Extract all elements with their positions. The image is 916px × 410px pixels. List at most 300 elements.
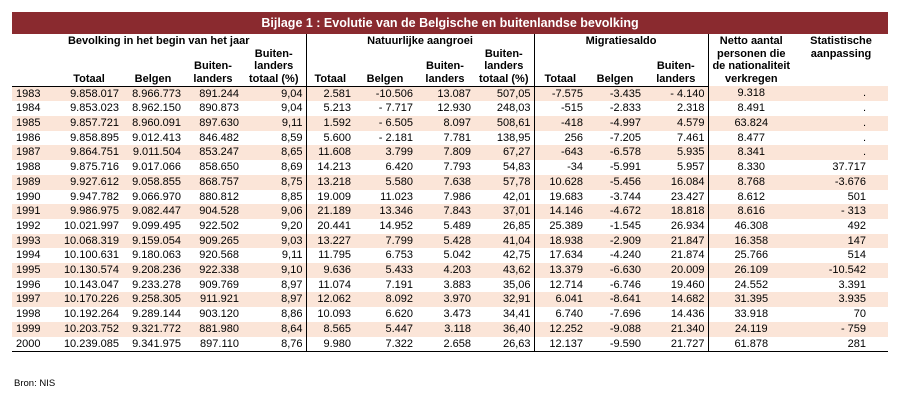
table-cell: 846.482 xyxy=(184,131,242,146)
table-cell: 10.093 xyxy=(306,307,354,322)
table-cell: 3.935 xyxy=(794,292,888,307)
table-cell: 9.947.782 xyxy=(56,190,122,205)
table-cell: -9.590 xyxy=(586,337,644,352)
col-mig-buit-line-1: Buiten- xyxy=(656,60,695,73)
netto-line-4: verkregen xyxy=(724,72,778,85)
table-cell: 9.233.278 xyxy=(122,278,184,293)
table-cell: 13.346 xyxy=(354,204,416,219)
table-cell: -9.088 xyxy=(586,322,644,337)
row-year: 1992 xyxy=(12,219,56,234)
table-cell: 13.379 xyxy=(534,263,586,278)
netto-line-3: de nationaliteit xyxy=(712,60,791,73)
col-na-buitenlanders xyxy=(416,48,474,87)
table-cell: 7.986 xyxy=(416,190,474,205)
row-year: 1988 xyxy=(12,160,56,175)
table-cell: 12.252 xyxy=(534,322,586,337)
table-cell: 20.441 xyxy=(306,219,354,234)
table-cell: 2.658 xyxy=(416,337,474,352)
table-row xyxy=(12,322,888,337)
table-cell: 8.565 xyxy=(306,322,354,337)
table-cell: - 2.181 xyxy=(354,131,416,146)
table-cell: 9.082.447 xyxy=(122,204,184,219)
table-cell: 8,75 xyxy=(242,175,306,190)
table-cell: 10.143.047 xyxy=(56,278,122,293)
table-cell: 6.740 xyxy=(534,307,586,322)
table-cell: 13.218 xyxy=(306,175,354,190)
source-note: Bron: NIS xyxy=(14,378,56,389)
table-cell: 8,69 xyxy=(242,160,306,175)
table-cell: 25.766 xyxy=(708,248,794,263)
col-buitenlanders-line-2: landers xyxy=(193,73,233,85)
table-cell: 4.203 xyxy=(416,263,474,278)
table-cell: 54,83 xyxy=(474,160,534,175)
table-cell: 858.650 xyxy=(184,160,242,175)
table-row xyxy=(12,175,888,190)
table-cell: 9,20 xyxy=(242,219,306,234)
row-year: 1993 xyxy=(12,234,56,249)
table-row xyxy=(12,234,888,249)
table-cell: - 7.717 xyxy=(354,101,416,116)
col-buitenlanders xyxy=(184,48,242,87)
table-cell: -418 xyxy=(534,116,586,131)
table-cell: 10.130.574 xyxy=(56,263,122,278)
table-cell: . xyxy=(794,86,888,101)
table-title: Bijlage 1 : Evolutie van de Belgische en buitenlandse bevolking xyxy=(12,12,888,34)
table-cell: 8,86 xyxy=(242,307,306,322)
table-cell: 8,59 xyxy=(242,131,306,146)
table-cell: 897.110 xyxy=(184,337,242,352)
table-cell: 17.634 xyxy=(534,248,586,263)
table-cell: 7.799 xyxy=(354,234,416,249)
table-row xyxy=(12,263,888,278)
table-cell: 26.109 xyxy=(708,263,794,278)
table-cell: 8.330 xyxy=(708,160,794,175)
table-cell: 9.066.970 xyxy=(122,190,184,205)
table-cell: 501 xyxy=(794,190,888,205)
table-cell: 43,62 xyxy=(474,263,534,278)
table-cell: 8,97 xyxy=(242,292,306,307)
table-cell: 8.341 xyxy=(708,145,794,160)
table-cell: - 4.140 xyxy=(644,86,708,101)
col-na-pct-line-1: Buiten- xyxy=(484,47,523,60)
table-cell: 904.528 xyxy=(184,204,242,219)
col-mig-buitenlanders xyxy=(644,48,708,87)
table-cell: 32,91 xyxy=(474,292,534,307)
table-cell: 909.265 xyxy=(184,234,242,249)
table-cell: 7.461 xyxy=(644,131,708,146)
table-cell: 9.858.017 xyxy=(56,86,122,101)
row-year: 1998 xyxy=(12,307,56,322)
table-cell: 911.921 xyxy=(184,292,242,307)
table-cell: 12.137 xyxy=(534,337,586,352)
table-cell: 26,63 xyxy=(474,337,534,352)
table-cell: 11.023 xyxy=(354,190,416,205)
table-cell: 9.258.305 xyxy=(122,292,184,307)
table-row xyxy=(12,219,888,234)
table-cell: 9.289.144 xyxy=(122,307,184,322)
group-header-statistische xyxy=(794,34,888,86)
table-cell: 891.244 xyxy=(184,86,242,101)
table-cell: 9.341.975 xyxy=(122,337,184,352)
table-cell: 897.630 xyxy=(184,116,242,131)
table-cell: 5.447 xyxy=(354,322,416,337)
table-cell: 10.239.085 xyxy=(56,337,122,352)
col-na-buit-line-2: landers xyxy=(425,73,465,85)
table-cell: 9,11 xyxy=(242,116,306,131)
table-cell: 8,97 xyxy=(242,278,306,293)
col-totaal: Totaal xyxy=(56,48,122,87)
table-cell: 9.980 xyxy=(306,337,354,352)
table-cell: 19.460 xyxy=(644,278,708,293)
table-cell: 14.952 xyxy=(354,219,416,234)
table-cell: 5.433 xyxy=(354,263,416,278)
col-pct-line-2: landers xyxy=(254,60,294,73)
table-cell: 16.358 xyxy=(708,234,794,249)
table-cell: -2.909 xyxy=(586,234,644,249)
table-cell: . xyxy=(794,131,888,146)
table-cell: 9,10 xyxy=(242,263,306,278)
table-cell: 9.986.975 xyxy=(56,204,122,219)
table-cell: 507,05 xyxy=(474,86,534,101)
table-cell: 25.389 xyxy=(534,219,586,234)
table-cell: 57,78 xyxy=(474,175,534,190)
table-cell: 18.818 xyxy=(644,204,708,219)
table-cell: 9,03 xyxy=(242,234,306,249)
table-cell: 3.799 xyxy=(354,145,416,160)
table-row xyxy=(12,160,888,175)
row-year: 1996 xyxy=(12,278,56,293)
table-cell: 3.473 xyxy=(416,307,474,322)
table-cell: 26.934 xyxy=(644,219,708,234)
row-year: 1985 xyxy=(12,116,56,131)
table-cell: 890.873 xyxy=(184,101,242,116)
group-header-bevolking: Bevolking in het begin van het jaar xyxy=(67,35,250,47)
table-cell: 11.795 xyxy=(306,248,354,263)
table-cell: 12.714 xyxy=(534,278,586,293)
table-cell: 23.427 xyxy=(644,190,708,205)
row-year: 1997 xyxy=(12,292,56,307)
table-cell: 10.068.319 xyxy=(56,234,122,249)
table-cell: -6.746 xyxy=(586,278,644,293)
table-cell: 12.930 xyxy=(416,101,474,116)
table-cell: 7.322 xyxy=(354,337,416,352)
row-year: 1991 xyxy=(12,204,56,219)
table-cell: 37,01 xyxy=(474,204,534,219)
table-cell: 20.009 xyxy=(644,263,708,278)
table-cell: -10.542 xyxy=(794,263,888,278)
table-cell: 8,65 xyxy=(242,145,306,160)
table-row xyxy=(12,145,888,160)
table-cell: 138,95 xyxy=(474,131,534,146)
table-wrapper xyxy=(12,12,888,352)
data-table xyxy=(12,34,888,352)
table-cell: 9,11 xyxy=(242,248,306,263)
table-cell: 41,04 xyxy=(474,234,534,249)
table-cell: 7.191 xyxy=(354,278,416,293)
table-cell: 8.612 xyxy=(708,190,794,205)
statistische-line-1: Statistische xyxy=(810,35,872,47)
table-cell: -3.676 xyxy=(794,175,888,190)
table-cell: 16.084 xyxy=(644,175,708,190)
table-cell: -7.205 xyxy=(586,131,644,146)
table-cell: 18.938 xyxy=(534,234,586,249)
col-na-belgen: Belgen xyxy=(354,48,416,87)
table-cell: 11.074 xyxy=(306,278,354,293)
table-cell: 9.180.063 xyxy=(122,248,184,263)
table-cell: 868.757 xyxy=(184,175,242,190)
table-cell: -6.630 xyxy=(586,263,644,278)
table-cell: 508,61 xyxy=(474,116,534,131)
table-cell: 147 xyxy=(794,234,888,249)
table-cell: 42,75 xyxy=(474,248,534,263)
table-cell: -4.240 xyxy=(586,248,644,263)
col-na-buit-line-1: Buiten- xyxy=(426,60,464,73)
table-cell: . xyxy=(794,145,888,160)
table-cell: 8.477 xyxy=(708,131,794,146)
col-belgen: Belgen xyxy=(122,48,184,87)
table-cell: . xyxy=(794,116,888,131)
table-cell: 9.017.066 xyxy=(122,160,184,175)
table-row xyxy=(12,307,888,322)
table-cell: 1.592 xyxy=(306,116,354,131)
table-row xyxy=(12,292,888,307)
table-cell: -3.744 xyxy=(586,190,644,205)
table-cell: 8.491 xyxy=(708,101,794,116)
col-pct-line-1: Buiten- xyxy=(254,47,293,60)
table-cell: 42,01 xyxy=(474,190,534,205)
table-cell: 24.119 xyxy=(708,322,794,337)
table-cell: -6.578 xyxy=(586,145,644,160)
table-cell: 8.962.150 xyxy=(122,101,184,116)
table-cell: 903.120 xyxy=(184,307,242,322)
table-cell: 21.874 xyxy=(644,248,708,263)
row-year: 1984 xyxy=(12,101,56,116)
table-cell: 9.058.855 xyxy=(122,175,184,190)
table-cell: 909.769 xyxy=(184,278,242,293)
table-cell: - 313 xyxy=(794,204,888,219)
col-na-pct-line-2: landers xyxy=(484,60,524,73)
table-cell: 10.170.226 xyxy=(56,292,122,307)
table-cell: . xyxy=(794,101,888,116)
row-year: 1990 xyxy=(12,190,56,205)
table-cell: 21.189 xyxy=(306,204,354,219)
table-cell: 9.099.495 xyxy=(122,219,184,234)
group-header-natuurlijke: Natuurlijke aangroei xyxy=(306,34,534,48)
table-cell: 5.428 xyxy=(416,234,474,249)
table-cell: 7.793 xyxy=(416,160,474,175)
table-cell: 13.227 xyxy=(306,234,354,249)
table-cell: 9.853.023 xyxy=(56,101,122,116)
table-cell: 5.213 xyxy=(306,101,354,116)
table-cell: -4.997 xyxy=(586,116,644,131)
table-cell: 9.012.413 xyxy=(122,131,184,146)
netto-line-1: Netto aantal xyxy=(719,35,783,47)
row-year: 1994 xyxy=(12,248,56,263)
table-cell: 922.502 xyxy=(184,219,242,234)
table-cell: 9.321.772 xyxy=(122,322,184,337)
group-header-migratie: Migratiesaldo xyxy=(534,34,708,48)
table-cell: 5.042 xyxy=(416,248,474,263)
table-cell: 3.391 xyxy=(794,278,888,293)
table-cell: 248,03 xyxy=(474,101,534,116)
table-cell: 5.600 xyxy=(306,131,354,146)
table-row xyxy=(12,116,888,131)
col-mig-buit-line-2: landers xyxy=(656,73,696,85)
table-cell: 4.579 xyxy=(644,116,708,131)
col-na-pct-line-3: totaal (%) xyxy=(479,73,529,85)
table-cell: 7.843 xyxy=(416,204,474,219)
table-body xyxy=(12,86,888,352)
table-cell: 12.062 xyxy=(306,292,354,307)
table-cell: 19.683 xyxy=(534,190,586,205)
table-cell: 67,27 xyxy=(474,145,534,160)
table-cell: 8.960.091 xyxy=(122,116,184,131)
row-year: 1987 xyxy=(12,145,56,160)
col-na-buitenlanders-pct xyxy=(474,48,534,87)
table-cell: 19.009 xyxy=(306,190,354,205)
table-cell: 21.340 xyxy=(644,322,708,337)
table-cell: 9.858.895 xyxy=(56,131,122,146)
table-cell: 2.581 xyxy=(306,86,354,101)
col-buitenlanders-pct xyxy=(242,48,306,87)
table-cell: 10.203.752 xyxy=(56,322,122,337)
table-cell: 46.308 xyxy=(708,219,794,234)
table-cell: -3.435 xyxy=(586,86,644,101)
table-cell: 9,04 xyxy=(242,101,306,116)
table-cell: 9.159.054 xyxy=(122,234,184,249)
table-cell: 281 xyxy=(794,337,888,352)
table-cell: 8.097 xyxy=(416,116,474,131)
table-cell: 10.192.264 xyxy=(56,307,122,322)
table-cell: -1.545 xyxy=(586,219,644,234)
col-mig-totaal: Totaal xyxy=(534,48,586,87)
table-cell: 8.966.773 xyxy=(122,86,184,101)
table-cell: 14.213 xyxy=(306,160,354,175)
table-cell: -515 xyxy=(534,101,586,116)
table-cell: 256 xyxy=(534,131,586,146)
table-cell: 36,40 xyxy=(474,322,534,337)
group-header-netto xyxy=(708,34,794,86)
table-cell: 70 xyxy=(794,307,888,322)
table-cell: - 759 xyxy=(794,322,888,337)
table-cell: 2.318 xyxy=(644,101,708,116)
table-cell: 10.100.631 xyxy=(56,248,122,263)
table-cell: 920.568 xyxy=(184,248,242,263)
table-cell: 9,04 xyxy=(242,86,306,101)
netto-line-2: personen die xyxy=(717,47,786,60)
table-cell: 9.318 xyxy=(708,86,794,101)
table-cell: -7.696 xyxy=(586,307,644,322)
table-cell: -10.506 xyxy=(354,86,416,101)
table-cell: 9.011.504 xyxy=(122,145,184,160)
table-row xyxy=(12,190,888,205)
table-cell: 8,64 xyxy=(242,322,306,337)
table-cell: 853.247 xyxy=(184,145,242,160)
row-year: 1989 xyxy=(12,175,56,190)
table-cell: 3.118 xyxy=(416,322,474,337)
table-cell: -643 xyxy=(534,145,586,160)
table-row xyxy=(12,101,888,116)
table-cell: 6.620 xyxy=(354,307,416,322)
table-cell: 880.812 xyxy=(184,190,242,205)
table-cell: 922.338 xyxy=(184,263,242,278)
table-row xyxy=(12,86,888,101)
table-cell: 9.927.612 xyxy=(56,175,122,190)
table-cell: 5.489 xyxy=(416,219,474,234)
table-cell: 63.824 xyxy=(708,116,794,131)
row-year: 1995 xyxy=(12,263,56,278)
col-buitenlanders-line-1: Buiten- xyxy=(194,60,232,73)
table-cell: 881.980 xyxy=(184,322,242,337)
table-cell: -5.456 xyxy=(586,175,644,190)
table-row xyxy=(12,337,888,352)
table-cell: 492 xyxy=(794,219,888,234)
table-cell: 14.146 xyxy=(534,204,586,219)
table-cell: 8,76 xyxy=(242,337,306,352)
table-cell: 61.878 xyxy=(708,337,794,352)
table-cell: 21.847 xyxy=(644,234,708,249)
table-cell: 26,85 xyxy=(474,219,534,234)
table-cell: 5.580 xyxy=(354,175,416,190)
table-cell: 33.918 xyxy=(708,307,794,322)
table-cell: 5.957 xyxy=(644,160,708,175)
table-cell: -34 xyxy=(534,160,586,175)
col-pct-line-3: totaal (%) xyxy=(249,73,299,85)
table-cell: 11.608 xyxy=(306,145,354,160)
group-header-row xyxy=(12,34,888,48)
table-cell: 10.628 xyxy=(534,175,586,190)
table-cell: 8.092 xyxy=(354,292,416,307)
table-cell: -4.672 xyxy=(586,204,644,219)
table-cell: 7.809 xyxy=(416,145,474,160)
table-row xyxy=(12,131,888,146)
table-cell: -5.991 xyxy=(586,160,644,175)
table-cell: 9.208.236 xyxy=(122,263,184,278)
table-cell: -2.833 xyxy=(586,101,644,116)
table-cell: 8.768 xyxy=(708,175,794,190)
table-cell: 8.616 xyxy=(708,204,794,219)
row-year: 1983 xyxy=(12,86,56,101)
table-cell: -7.575 xyxy=(534,86,586,101)
table-cell: 14.682 xyxy=(644,292,708,307)
table-cell: 9.636 xyxy=(306,263,354,278)
table-cell: 5.935 xyxy=(644,145,708,160)
table-cell: 3.970 xyxy=(416,292,474,307)
statistische-line-2: aanpassing xyxy=(810,47,872,60)
table-cell: 8,85 xyxy=(242,190,306,205)
table-cell: 21.727 xyxy=(644,337,708,352)
table-cell: 9,06 xyxy=(242,204,306,219)
table-cell: 6.753 xyxy=(354,248,416,263)
table-cell: 13.087 xyxy=(416,86,474,101)
table-cell: 514 xyxy=(794,248,888,263)
table-cell: 3.883 xyxy=(416,278,474,293)
table-row xyxy=(12,278,888,293)
table-cell: 10.021.997 xyxy=(56,219,122,234)
table-cell: 7.781 xyxy=(416,131,474,146)
col-na-totaal: Totaal xyxy=(306,48,354,87)
col-mig-belgen: Belgen xyxy=(586,48,644,87)
table-cell: 14.436 xyxy=(644,307,708,322)
table-cell: 34,41 xyxy=(474,307,534,322)
table-cell: 7.638 xyxy=(416,175,474,190)
table-cell: 6.041 xyxy=(534,292,586,307)
table-cell: 9.875.716 xyxy=(56,160,122,175)
table-cell: -8.641 xyxy=(586,292,644,307)
table-cell: 37.717 xyxy=(794,160,888,175)
table-cell: 24.552 xyxy=(708,278,794,293)
table-cell: 31.395 xyxy=(708,292,794,307)
